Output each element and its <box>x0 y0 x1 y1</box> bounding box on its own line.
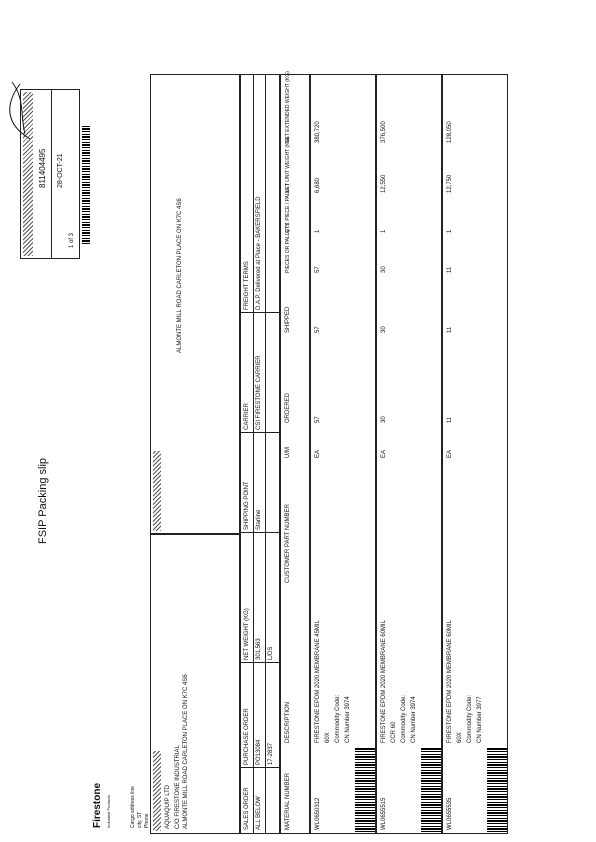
row1-desc-3: Commodity Code: <box>335 694 341 743</box>
col-qty: QTY. PIECE / PALLET <box>285 183 291 233</box>
page-indicator: 1 of 3 <box>69 232 75 248</box>
sold-to-line-3: ALMONTE MILL ROAD CARLETON PLACE ON K7C 4S6 <box>183 674 189 829</box>
row3-shipped: 11 <box>447 326 453 333</box>
sold-to-line-1: AQUAQUIP LTD <box>165 784 171 829</box>
doc-barcode <box>82 124 90 244</box>
row1-desc-2: 60X <box>325 732 331 743</box>
doc-number: 811404495 <box>38 148 47 188</box>
col-ordered: ORDERED <box>285 392 291 423</box>
row2-ext-weight: 376,500 <box>381 121 387 143</box>
row1-um: EA <box>315 449 321 458</box>
row2-desc-1: FIRESTONE EPDM 2020 MEMBRANE 60MIL <box>381 620 387 743</box>
sold-to-box <box>150 534 240 834</box>
document-title: FSIP Packing slip <box>37 457 49 544</box>
sold-to-line-2: C/O FIRESTONE INDUSTRIAL <box>175 745 181 829</box>
row2-material: WL0655515 <box>381 797 387 830</box>
row2-desc-4: CN Number 3974 <box>411 696 417 743</box>
row2-desc-2: CCR 60 <box>391 721 397 743</box>
ship-from-line-1: Cargo address line <box>130 786 136 828</box>
row2-ordered: 30 <box>381 416 387 423</box>
row3-barcode <box>487 748 507 832</box>
col-customer-part: CUSTOMER PART NUMBER <box>285 504 291 583</box>
label-freight-terms: FREIGHT TERMS <box>244 261 250 310</box>
doc-date: 28-OCT-21 <box>57 153 64 188</box>
value-carrier: CSI FIRESTONE CARRIER <box>256 355 262 430</box>
col-material: MATERIAL NUMBER <box>285 772 291 830</box>
ship-to-line-1: ALMONTE MILL ROAD CARLETON PLACE ON K7C 4S6 <box>177 198 183 353</box>
row2-um: EA <box>381 449 387 458</box>
row1-ext-weight: 380,720 <box>315 121 321 143</box>
table-row <box>376 74 442 834</box>
order-info-box <box>240 74 280 834</box>
value-shipping-point: Starline <box>256 509 262 530</box>
label-carrier: CARRIER <box>244 402 250 430</box>
row1-ordered: 57 <box>315 416 321 423</box>
table-row <box>442 74 508 834</box>
col-description: DESCRIPTION <box>285 701 291 743</box>
row1-pieces: 57 <box>315 266 321 273</box>
ship-to-box <box>150 74 240 534</box>
value-freight-terms: D.A.P. Delivered at Place - BAKERSFIELD <box>256 196 262 310</box>
col-pieces: PIECES OR PALLETS <box>285 222 291 273</box>
row3-um: EA <box>447 449 453 458</box>
col-ext-weight: NET EXTENDED WEIGHT (KG) <box>285 71 291 143</box>
row1-material: WL0650312 <box>315 797 321 830</box>
ship-from-line-2: city, ST <box>137 811 143 828</box>
signature-scribble <box>0 74 40 144</box>
label-net-weight: NET WEIGHT (KG) <box>244 608 250 660</box>
row3-qty: 1 <box>447 229 453 233</box>
label-shipping-point: SHIPPING POINT <box>244 481 250 530</box>
row1-unit-weight: 6,680 <box>315 177 321 193</box>
label-sales-order: SALES ORDER <box>244 787 250 830</box>
label-purchase-order: PURCHASE ORDER <box>244 708 250 765</box>
row1-shipped: 57 <box>315 326 321 333</box>
col-unit-weight: NET UNIT WEIGHT (KG) <box>285 136 291 193</box>
row1-barcode <box>355 748 375 832</box>
rotated-document <box>37 64 510 834</box>
row3-material: WL0655535 <box>447 797 453 830</box>
row1-desc-4: CN Number 3974 <box>345 696 351 743</box>
row2-pieces: 30 <box>381 266 387 273</box>
row3-desc-2: 60X <box>457 732 463 743</box>
row3-desc-1: FIRESTONE EPDM 2020 MEMBRANE 60MIL <box>447 620 453 743</box>
row1-desc-1: FIRESTONE EPDM 2020 MEMBRANE 45MIL <box>315 620 321 743</box>
table-row <box>310 74 376 834</box>
value-row2-a: ALL BELOW <box>256 796 262 830</box>
brand-subtitle: Industrial Products <box>106 794 111 828</box>
row2-desc-3: Commodity Code: <box>401 694 407 743</box>
row1-qty: 1 <box>315 229 321 233</box>
row2-unit-weight: 12,550 <box>381 174 387 193</box>
value-row2-c: L/DS <box>268 646 274 660</box>
row3-desc-4: CN Number 3977 <box>477 696 483 743</box>
col-um: U/M <box>285 447 291 458</box>
row3-unit-weight: 12,750 <box>447 174 453 193</box>
table-header <box>280 71 310 834</box>
row2-barcode <box>421 748 441 832</box>
value-purchase-order: PO13084 <box>256 739 262 765</box>
value-row2-b: 17-2837 <box>268 742 274 765</box>
sold-to-label <box>153 751 161 831</box>
row3-ext-weight: 128,050 <box>447 121 453 143</box>
row2-qty: 1 <box>381 229 387 233</box>
row2-shipped: 30 <box>381 326 387 333</box>
row3-desc-3: Commodity Code: <box>467 694 473 743</box>
col-shipped: SHIPPED <box>285 306 291 333</box>
row3-ordered: 11 <box>447 416 453 423</box>
ship-to-label <box>153 451 161 531</box>
ship-from-line-3: Phone <box>144 813 150 828</box>
brand-logo: Firestone <box>92 782 103 828</box>
value-net-weight: 301,563 <box>256 638 262 660</box>
row3-pieces: 11 <box>447 266 453 273</box>
